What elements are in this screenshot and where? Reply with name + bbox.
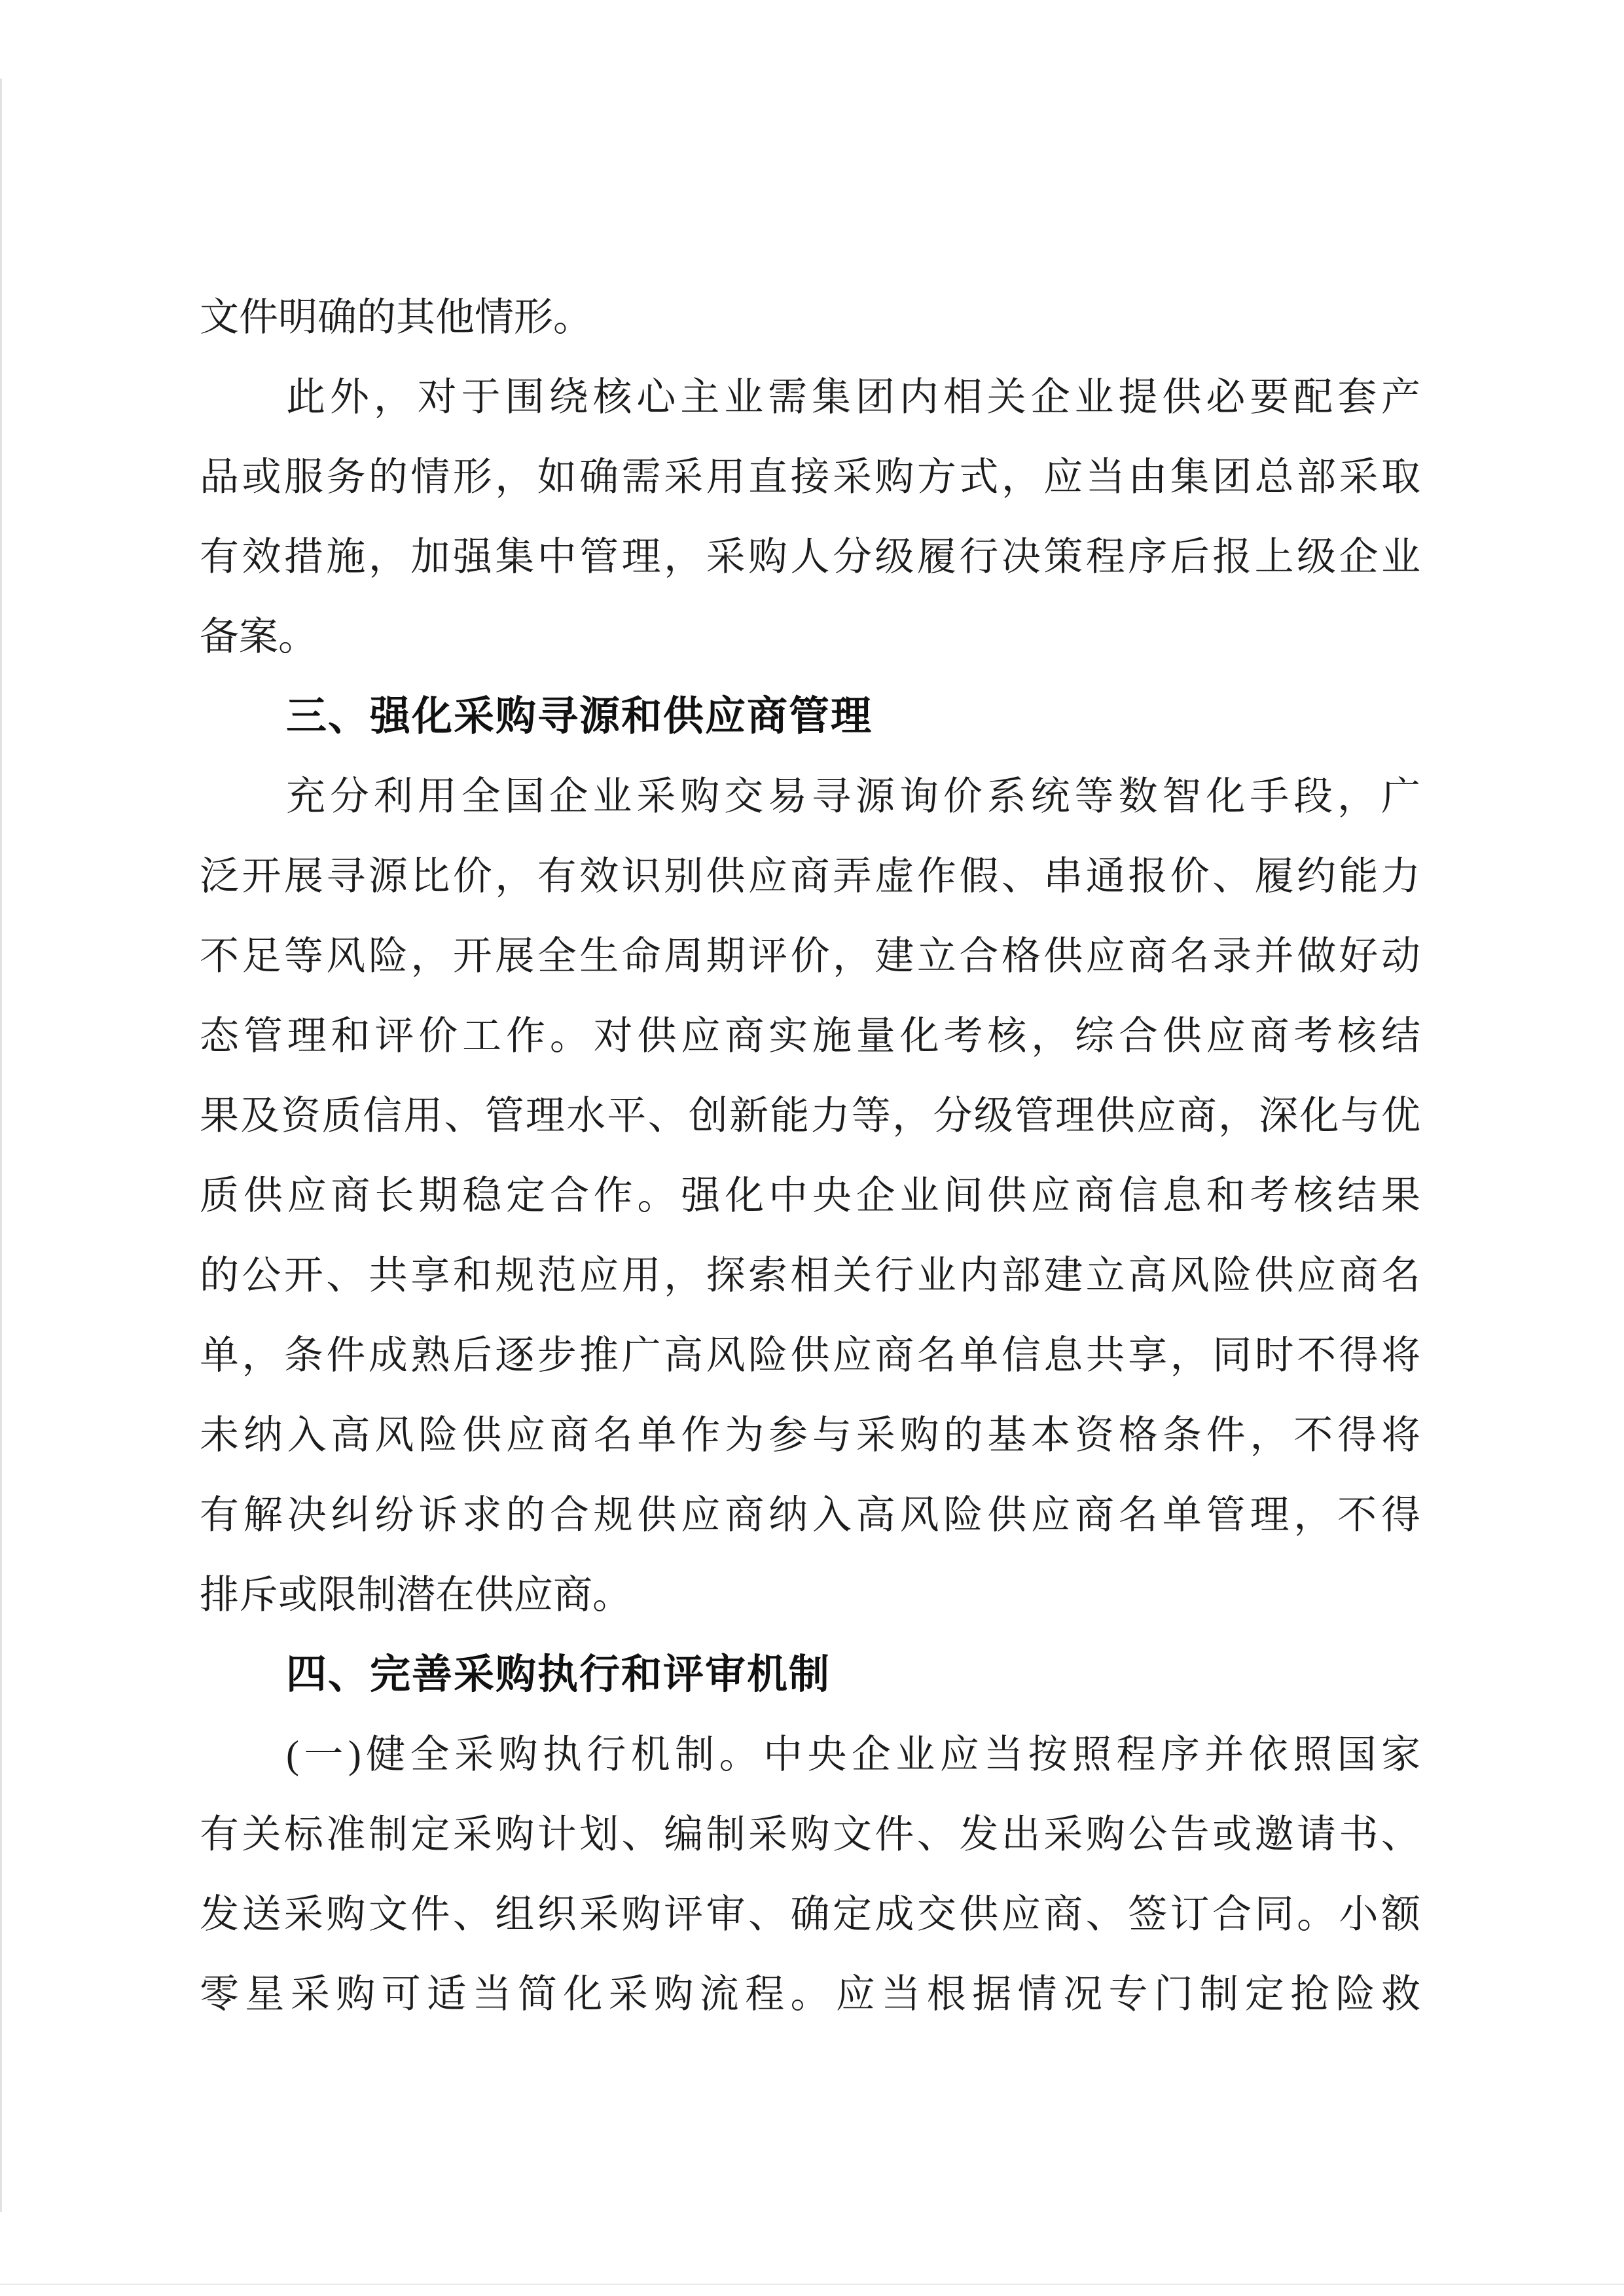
text-line: 有关标准制定采购计划、编制采购文件、发出采购公告或邀请书、: [200, 1813, 1420, 1856]
text-line: 的公开、共享和规范应用，探索相关行业内部建立高风险供应商名: [200, 1254, 1420, 1297]
section-heading: 四、完善采购执行和评审机制: [286, 1652, 831, 1697]
text-line: 质供应商长期稳定合作。强化中央企业间供应商信息和考核结果: [200, 1174, 1420, 1217]
scan-edge-artifact-bottom: [0, 2284, 1624, 2285]
text-line: 充分利用全国企业采购交易寻源询价系统等数智化手段，广: [286, 775, 1420, 818]
text-line: 有解决纠纷诉求的合规供应商纳入高风险供应商名单管理，不得: [200, 1494, 1420, 1537]
section-heading: 三、强化采购寻源和供应商管理: [286, 694, 873, 739]
text-line: (一)健全采购执行机制。中央企业应当按照程序并依照国家: [286, 1733, 1420, 1776]
text-line: 不足等风险，开展全生命周期评价，建立合格供应商名录并做好动: [200, 935, 1420, 978]
text-line: 文件明确的其他情形。: [200, 296, 592, 339]
text-line: 此外，对于围绕核心主业需集团内相关企业提供必要配套产: [286, 376, 1420, 419]
document-body: [200, 278, 1420, 2034]
text-line: 未纳入高风险供应商名单作为参与采购的基本资格条件，不得将: [200, 1414, 1420, 1457]
scan-edge-artifact-left: [0, 79, 2, 2212]
text-line: 品或服务的情形，如确需采用直接采购方式，应当由集团总部采取: [200, 456, 1420, 499]
text-line: 果及资质信用、管理水平、创新能力等，分级管理供应商，深化与优: [200, 1094, 1420, 1138]
text-line: 态管理和评价工作。对供应商实施量化考核，综合供应商考核结: [200, 1014, 1420, 1058]
text-line: 排斥或限制潜在供应商。: [200, 1573, 632, 1617]
text-line: 发送采购文件、组织采购评审、确定成交供应商、签订合同。小额: [200, 1893, 1420, 1936]
text-line: 单，条件成熟后逐步推广高风险供应商名单信息共享，同时不得将: [200, 1334, 1420, 1377]
text-line: 有效措施，加强集中管理，采购人分级履行决策程序后报上级企业: [200, 535, 1420, 579]
text-line: 零星采购可适当简化采购流程。应当根据情况专门制定抢险救: [200, 1973, 1420, 2016]
text-line: 备案。: [200, 615, 317, 658]
text-line: 泛开展寻源比价，有效识别供应商弄虚作假、串通报价、履约能力: [200, 855, 1420, 898]
